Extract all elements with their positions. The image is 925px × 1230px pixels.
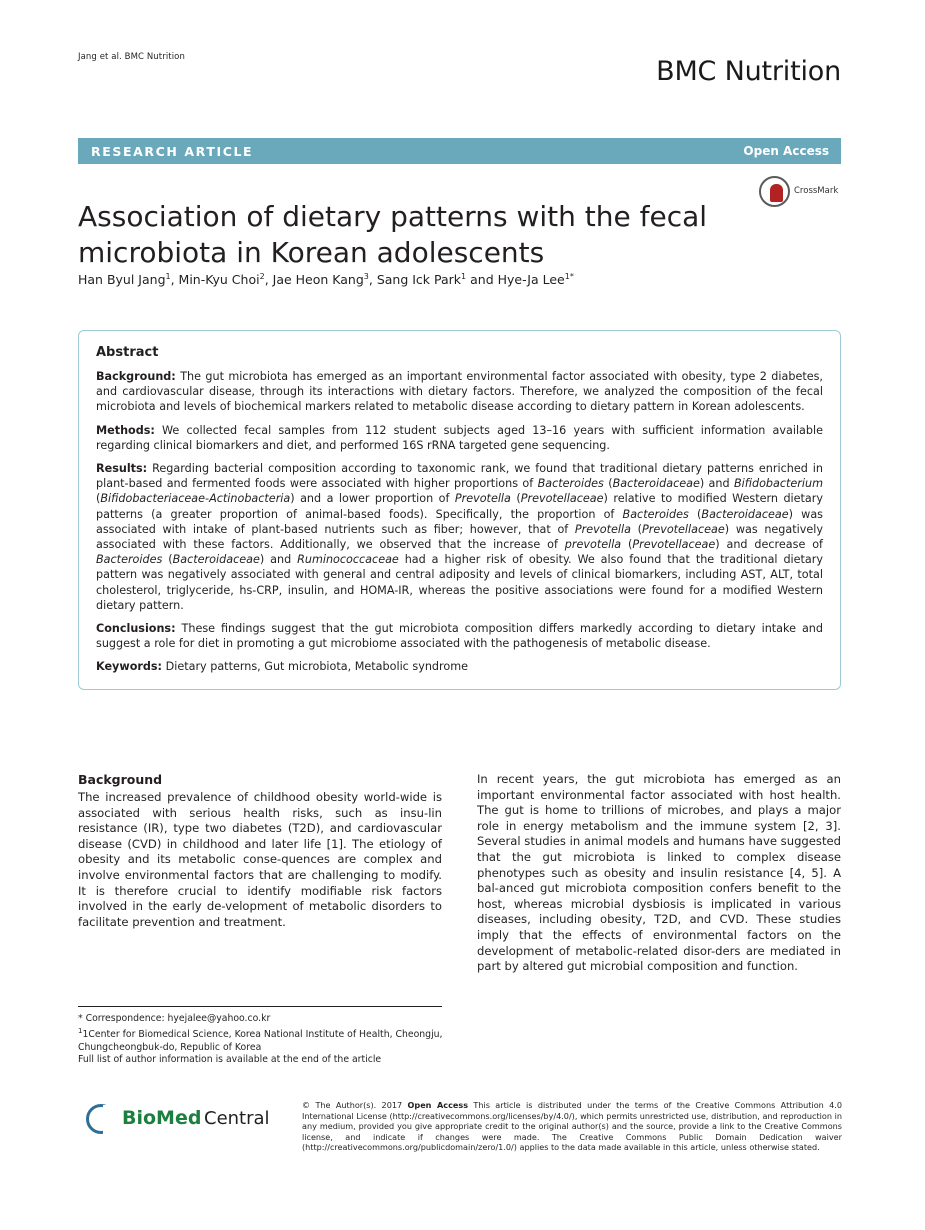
affiliation-line <box>78 1025 450 1054</box>
crossmark-icon <box>759 176 790 207</box>
abstract-results-label: Results: <box>96 462 148 476</box>
copyright-open-access: Open Access <box>407 1100 469 1110</box>
section-heading-background: Background <box>78 772 163 787</box>
abstract-keywords-text: Dietary patterns, Gut microbiota, Metabolic syndrome <box>162 660 469 674</box>
biomed-central-logo <box>86 1103 276 1137</box>
abstract-background-label: Background: <box>96 370 176 383</box>
crossmark-inner-shape <box>770 184 783 202</box>
author-list-text: Han Byul Jang$^1$, Min-Kyu Choi$^2$, Jae Heon Kang$^3$, Sang Ick Park$^1$ and Hye-Ja Lee$^{1*}$ <box>78 272 574 288</box>
abstract-background <box>96 369 823 415</box>
author-info-line: Full list of author information is available at the end of the article <box>78 1054 382 1066</box>
running-head: Jang et al. BMC Nutrition <box>78 52 185 62</box>
copyright-notice <box>302 1100 842 1153</box>
abstract-methods <box>96 423 823 453</box>
column-right <box>477 772 841 975</box>
biomed-ring-icon <box>86 1104 116 1134</box>
abstract-conclusions <box>96 621 823 651</box>
article-type-label: RESEARCH ARTICLE <box>91 144 254 159</box>
abstract-results <box>96 461 823 613</box>
abstract-methods-text: We collected fecal samples from 112 student subjects aged 13–16 years with sufficient information available regarding clinical biomarkers and diet, and performed 16S rRNA targeted gene sequencing. <box>96 423 823 452</box>
correspondence-line: * Correspondence: hyejalee@yahoo.co.kr <box>78 1013 271 1024</box>
affiliation-marker: 1 <box>78 1027 83 1036</box>
crossmark-badge[interactable] <box>759 176 845 210</box>
article-type-band <box>78 138 841 164</box>
journal-logo: BMC Nutrition <box>656 56 841 87</box>
abstract-keywords-label: Keywords: <box>96 660 163 674</box>
central-wordmark: Central <box>204 1108 270 1129</box>
footnote-divider <box>78 1006 442 1007</box>
copyright-text: This article is distributed under the terms of the Creative Commons Attribution 4.0 International License (http://creativecommons.org/licenses/by/4.0/), which permits unrestricted use, distribution, and reproduction in any medium, provided you give appropriate credit to the original author(s) and the source, provide a link to the Creative Commons license, and indicate if changes were made. The Creative Commons Public Domain Dedication waiver (http://creativecommons.org/publicdomain/zero/1.0/) applies to the data made available in this article, unless otherwise stated. <box>302 1100 842 1153</box>
abstract-box <box>78 330 841 690</box>
crossmark-label: CrossMark <box>794 186 839 196</box>
abstract-conclusions-text: These findings suggest that the gut microbiota composition differs markedly according to dietary intake and suggest a role for diet in promoting a gut microbiome associated with the pathogenesis of metabolic disease. <box>96 622 823 651</box>
copyright-lead: © The Author(s). 2017 <box>302 1100 408 1110</box>
abstract-keywords <box>96 659 823 674</box>
abstract-heading: Abstract <box>96 345 159 360</box>
open-access-label: Open Access <box>743 144 829 158</box>
biomed-wordmark: BioMed <box>122 1107 202 1129</box>
body-columns <box>78 772 841 1032</box>
abstract-conclusions-label: Conclusions: <box>96 622 176 636</box>
abstract-background-text: The gut microbiota has emerged as an important environmental factor associated with obesity, type 2 diabetes, and cardiovascular disease, through its interactions with dietary factors. Therefore, we analyzed the composition of the fecal microbiota and levels of biochemical markers related to metabolic disease according to dietary pattern in Korean adolescents. <box>96 370 823 414</box>
affiliation-text: 1Center for Biomedical Science, Korea National Institute of Health, Cheongju, Chungcheongbuk-do, Republic of Korea <box>78 1029 443 1053</box>
footnote-block <box>78 1013 450 1067</box>
abstract-methods-label: Methods: <box>96 423 155 437</box>
column-left <box>78 772 442 930</box>
background-paragraph-continued: In recent years, the gut microbiota has emerged as an important environmental factor associated with host health. The gut is home to trillions of microbes, and plays a major role in energy metabolism and the immune system [2, 3]. Several studies in animal models and humans have suggested that the gut microbiota is linked to complex disease phenotypes such as obesity and insulin resistance [4, 5]. A bal-anced gut microbiota composition confers benefit to the host, whereas microbial dysbiosis is implicated in various diseases, including obesity, T2D, and CVD. These studies imply that the effects of environmental factors on the development of metabolic-related disor-ders are mediated in part by altered gut microbial composition and function. <box>477 772 841 974</box>
abstract-results-text: Regarding bacterial composition according to taxonomic rank, we found that traditional dietary patterns enriched in plant-based and fermented foods were associated with higher proportions of Bacteroides (Bacteroidaceae) and Bifidobacterium (Bifidobacteriaceae-Actinobacteria) and a lower proportion of Prevotella (Prevotellaceae) relative to modified Western dietary patterns (a greater proportion of animal-based foods). Specifically, the proportion of Bacteroides (Bacteroidaceae) was associated with intake of plant-based nutrients such as fiber; however, that of Prevotella (Prevotellaceae) was negatively associated with these factors. Additionally, we observed that the increase of prevotella (Prevotellaceae) and decrease of Bacteroides (Bacteroidaceae) and Ruminococcaceae had a higher risk of obesity. We also found that the traditional dietary pattern was negatively associated with general and central adiposity and levels of clinical biomarkers, including AST, ALT, total cholesterol, triglyceride, hs-CRP, insulin, and HOMA-IR, whereas the positive associations were found for a modified Western dietary pattern. <box>96 462 824 612</box>
background-paragraph: The increased prevalence of childhood obesity world-wide is associated with serious health risks, such as insu-lin resistance (IR), type two diabetes (T2D), and cardiovascular disease (CVD) in childhood and later life [1]. The etiology of obesity and its metabolic conse-quences are complex and involve environmental factors that are challenging to modify. It is therefore crucial to identify modifiable risk factors involved in the early de-velopment of metabolic disorders to facilitate prevention and treatment. <box>78 790 442 929</box>
page-title: Association of dietary patterns with the fecal microbiota in Korean adolescents <box>78 199 708 269</box>
author-list <box>78 272 778 287</box>
